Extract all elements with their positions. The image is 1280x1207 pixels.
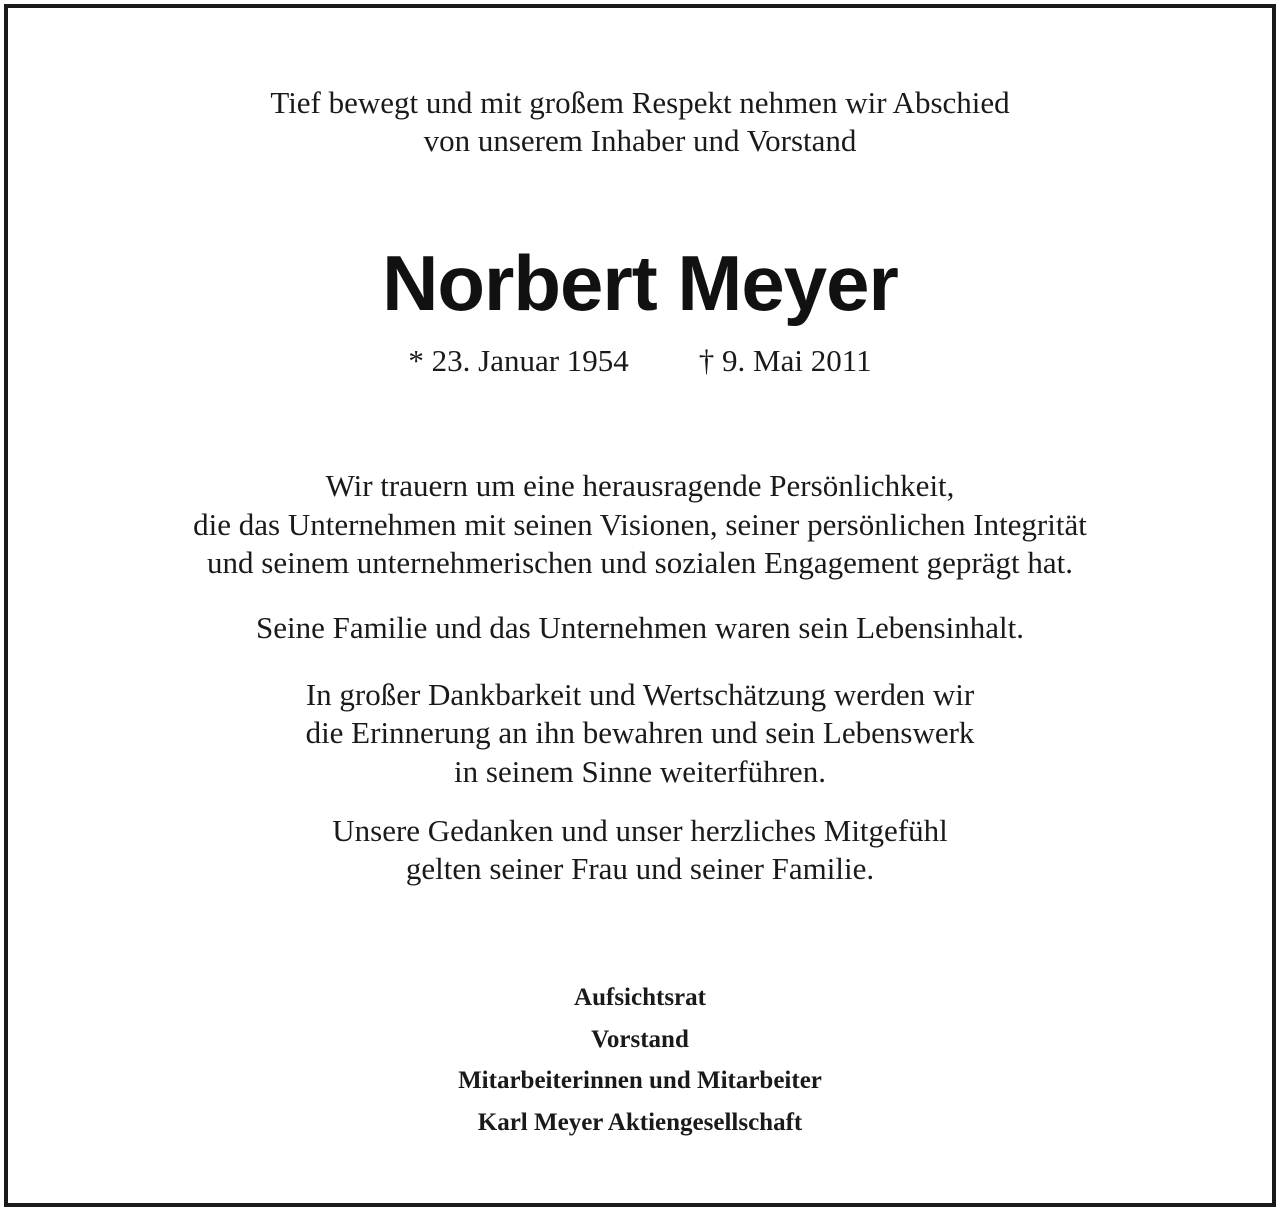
paragraph-line: gelten seiner Frau und seiner Familie. (405, 851, 875, 886)
paragraph-line: Unsere Gedanken und unser herzliches Mitgefühl (332, 813, 948, 848)
paragraph-line: die das Unternehmen mit seinen Visionen, seiner persönlichen Integrität (193, 507, 1087, 542)
paragraph-line: die Erinnerung an ihn bewahren und sein Lebenswerk (305, 715, 975, 750)
paragraph-line: In großer Dankbarkeit und Wertschätzung werden wir (305, 677, 975, 712)
paragraph-line: und seinem unternehmerischen und sozialen Engagement geprägt hat. (207, 545, 1073, 580)
signatory: Aufsichtsrat (574, 984, 706, 1011)
intro-line: Tief bewegt und mit großem Respekt nehmen wir Abschied (270, 85, 1010, 120)
deceased-name: Norbert Meyer (382, 239, 898, 327)
intro-line: von unserem Inhaber und Vorstand (423, 123, 857, 158)
paragraph-line: Seine Familie und das Unternehmen waren sein Lebensinhalt. (256, 610, 1024, 645)
death-date: † 9. Mai 2011 (698, 343, 872, 378)
obituary-notice (4, 4, 1276, 1207)
paragraph-line: Wir trauern um eine herausragende Persönlichkeit, (325, 468, 955, 503)
birth-date: * 23. Januar 1954 (408, 343, 629, 378)
signatory: Vorstand (591, 1026, 689, 1053)
signatory: Mitarbeiterinnen und Mitarbeiter (458, 1067, 822, 1094)
life-dates (8, 342, 1272, 380)
paragraph-line: in seinem Sinne weiterführen. (454, 754, 826, 789)
signatory: Karl Meyer Aktiengesellschaft (477, 1109, 803, 1136)
